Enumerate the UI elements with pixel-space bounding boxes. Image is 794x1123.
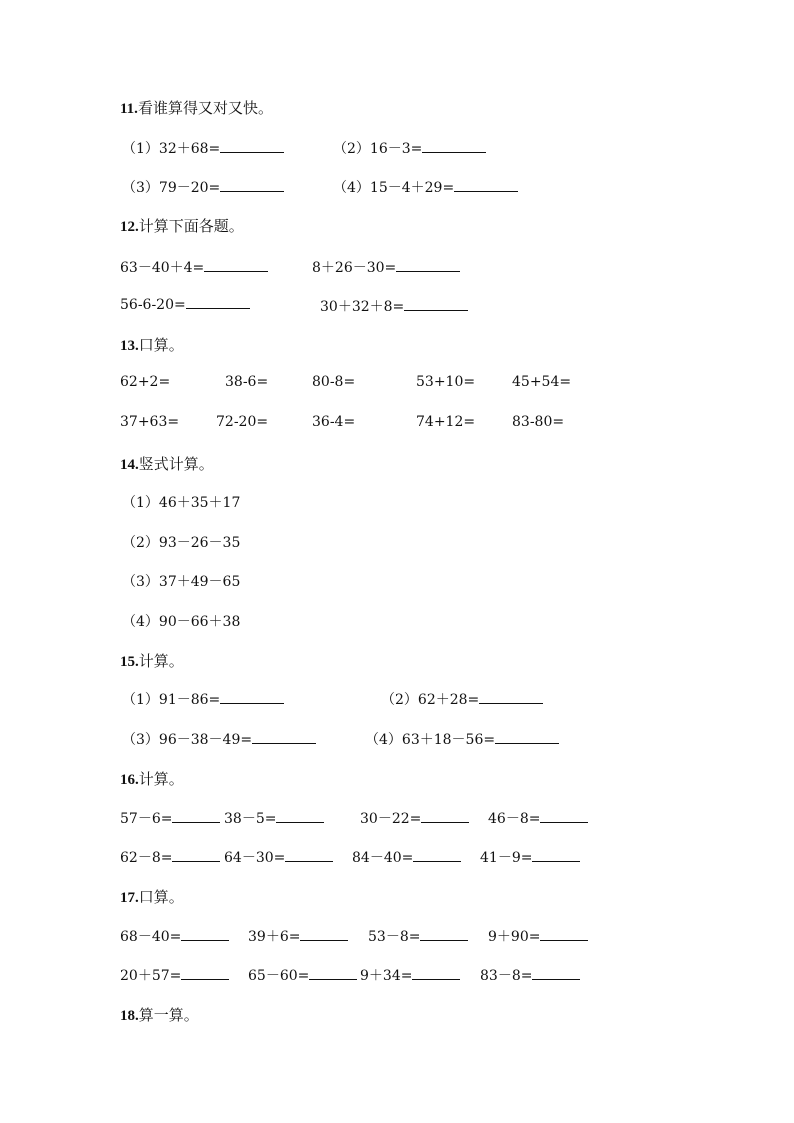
- exercise-item: 9＋34=: [360, 965, 460, 985]
- answer-blank[interactable]: [252, 731, 316, 744]
- question-12-heading: [120, 215, 244, 236]
- answer-blank[interactable]: [532, 967, 580, 980]
- exercise-item: 53－8=: [368, 926, 468, 946]
- answer-blank[interactable]: [186, 296, 250, 309]
- exercise-item: 57－6=: [120, 808, 220, 828]
- answer-blank[interactable]: [204, 259, 268, 272]
- exercise-item: （4）63＋18－56=: [365, 729, 559, 749]
- exercise-item: 62－8=: [120, 847, 220, 867]
- exercise-item: （2）93－26－35: [122, 535, 241, 551]
- answer-blank[interactable]: [412, 967, 460, 980]
- exercise-item: 56-6-20=: [120, 296, 250, 313]
- answer-blank[interactable]: [181, 967, 229, 980]
- answer-blank[interactable]: [420, 928, 468, 941]
- answer-blank[interactable]: [404, 298, 468, 311]
- question-number: 16.: [120, 772, 139, 788]
- question-16-heading: [120, 768, 184, 789]
- question-title: 算一算。: [138, 1006, 199, 1024]
- question-13-heading: [120, 334, 184, 355]
- question-17-heading: [120, 886, 184, 907]
- answer-blank[interactable]: [540, 810, 588, 823]
- answer-blank[interactable]: [285, 849, 333, 862]
- exercise-item: （1）46＋35＋17: [122, 495, 241, 511]
- exercise-item: 62+2=: [120, 374, 171, 390]
- exercise-item: 41－9=: [480, 847, 580, 867]
- exercise-item: （3）79－20=: [122, 177, 284, 197]
- exercise-item: 38-6=: [225, 374, 269, 390]
- exercise-item: 30＋32＋8=: [320, 296, 468, 316]
- question-18-heading: [120, 1004, 199, 1025]
- exercise-item: （3）37＋49－65: [122, 574, 241, 590]
- answer-blank[interactable]: [172, 849, 220, 862]
- question-number: 13.: [120, 338, 139, 354]
- answer-blank[interactable]: [396, 259, 460, 272]
- exercise-item: 68－40=: [120, 926, 229, 946]
- answer-blank[interactable]: [220, 179, 284, 192]
- question-number: 14.: [120, 457, 139, 473]
- exercise-item: 30－22=: [360, 808, 469, 828]
- exercise-item: 80-8=: [312, 374, 356, 390]
- answer-blank[interactable]: [181, 928, 229, 941]
- question-title: 看谁算得又对又快。: [137, 99, 273, 117]
- exercise-item: 9＋90=: [488, 926, 588, 946]
- question-15-heading: [120, 650, 184, 671]
- question-title: 计算。: [138, 652, 184, 670]
- answer-blank[interactable]: [454, 179, 518, 192]
- question-14-heading: [120, 453, 214, 474]
- exercise-item: （2）16－3=: [333, 138, 486, 158]
- exercise-item: 45+54=: [512, 374, 572, 390]
- exercise-item: 46－8=: [488, 808, 588, 828]
- exercise-item: 64－30=: [224, 847, 333, 867]
- question-number: 15.: [120, 654, 139, 670]
- exercise-item: （4）15－4＋29=: [333, 177, 518, 197]
- question-11-heading: [120, 97, 273, 118]
- exercise-item: 84－40=: [352, 847, 461, 867]
- exercise-item: 36-4=: [312, 414, 356, 430]
- exercise-item: 83－8=: [480, 965, 580, 985]
- exercise-item: 72-20=: [216, 414, 269, 430]
- exercise-item: （3）96－38－49=: [122, 729, 316, 749]
- question-title: 计算。: [138, 770, 184, 788]
- exercise-item: 53+10=: [416, 374, 476, 390]
- exercise-item: 65－60=: [248, 965, 357, 985]
- answer-blank[interactable]: [413, 849, 461, 862]
- answer-blank[interactable]: [300, 928, 348, 941]
- exercise-item: 37+63=: [120, 414, 180, 430]
- question-number: 11.: [120, 101, 138, 117]
- question-title: 口算。: [138, 888, 184, 906]
- question-number: 12.: [120, 219, 139, 235]
- answer-blank[interactable]: [220, 140, 284, 153]
- question-title: 计算下面各题。: [138, 217, 244, 235]
- answer-blank[interactable]: [276, 810, 324, 823]
- exercise-item: （1）91－86=: [122, 689, 284, 709]
- answer-blank[interactable]: [421, 810, 469, 823]
- exercise-item: （1）32＋68=: [122, 138, 284, 158]
- exercise-item: 38－5=: [224, 808, 324, 828]
- question-number: 17.: [120, 890, 139, 906]
- answer-blank[interactable]: [479, 691, 543, 704]
- exercise-item: 39＋6=: [248, 926, 348, 946]
- answer-blank[interactable]: [309, 967, 357, 980]
- answer-blank[interactable]: [532, 849, 580, 862]
- exercise-item: 74+12=: [416, 414, 476, 430]
- answer-blank[interactable]: [540, 928, 588, 941]
- answer-blank[interactable]: [220, 691, 284, 704]
- exercise-item: 83-80=: [512, 414, 565, 430]
- answer-blank[interactable]: [172, 810, 220, 823]
- answer-blank[interactable]: [422, 140, 486, 153]
- exercise-item: 8＋26－30=: [312, 257, 460, 277]
- exercise-item: 63－40＋4=: [120, 257, 268, 277]
- exercise-item: （4）90－66＋38: [122, 614, 241, 630]
- answer-blank[interactable]: [495, 731, 559, 744]
- exercise-item: 20＋57=: [120, 965, 229, 985]
- question-number: 18.: [120, 1008, 139, 1024]
- question-title: 口算。: [138, 336, 184, 354]
- question-title: 竖式计算。: [138, 455, 214, 473]
- exercise-item: （2）62＋28=: [381, 689, 543, 709]
